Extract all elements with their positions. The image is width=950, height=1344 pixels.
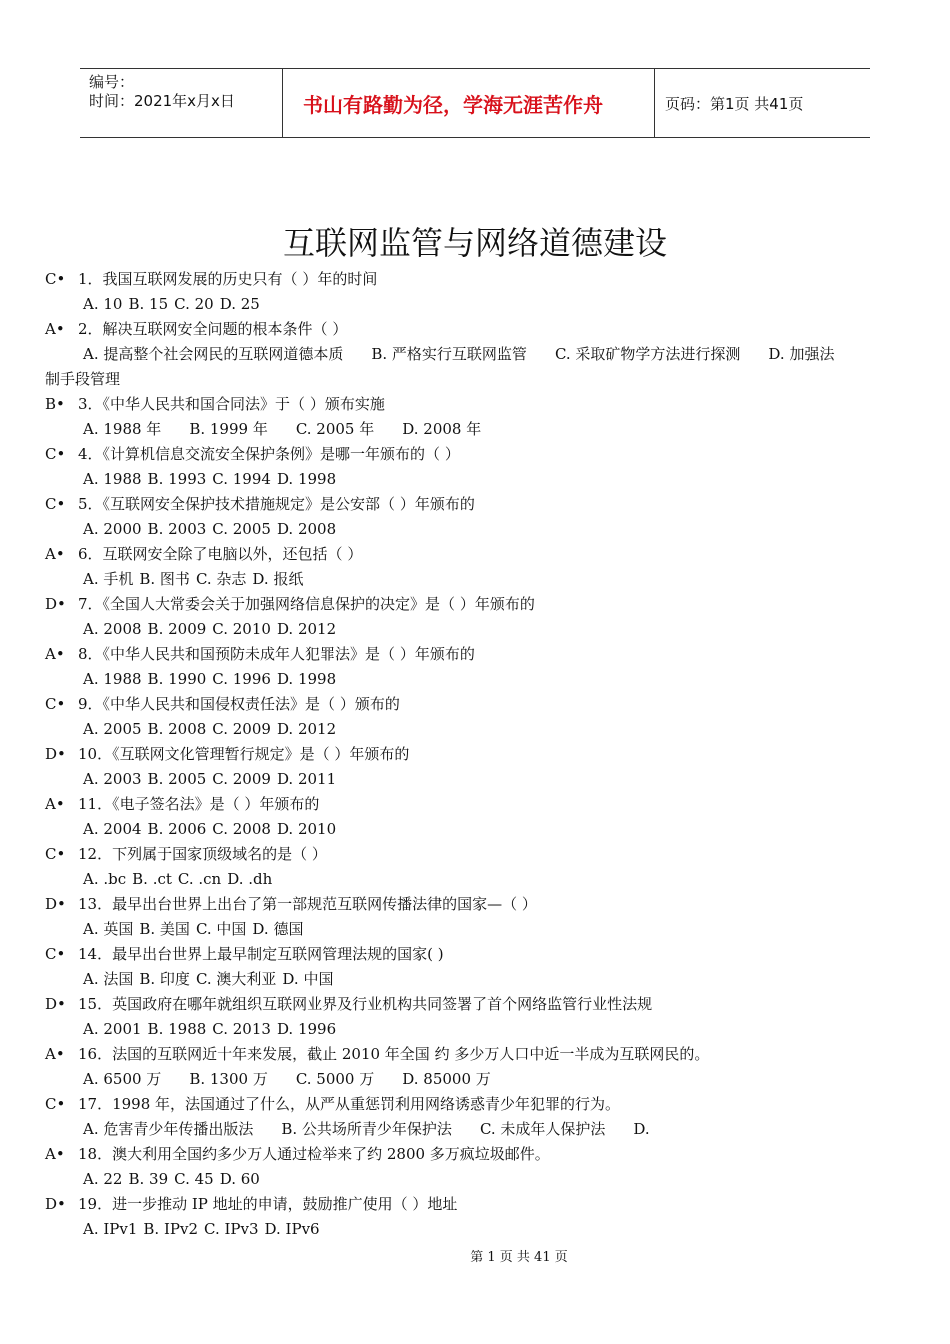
page-header (80, 68, 870, 138)
option-c: C. 未成年人保护法 (479, 1120, 606, 1138)
options-row (45, 1067, 910, 1092)
options-row (45, 1117, 910, 1142)
question-item (45, 692, 910, 742)
question-line (45, 392, 910, 417)
question-text: 11．《电子签名法》是（ ）年颁布的 (78, 795, 320, 813)
question-line (45, 1142, 910, 1167)
question-line (45, 992, 910, 1017)
answer-marker: C• (45, 845, 66, 863)
option-c: C. 中国 (195, 920, 247, 938)
option-b: B. 印度 (139, 970, 190, 988)
question-text: 15．英国政府在哪年就组织互联网业界及行业机构共同签署了首个网络监管行业性法规 (78, 995, 653, 1013)
option-a: A. 提高整个社会网民的互联网道德本质 (83, 345, 344, 363)
options-row (45, 867, 910, 892)
option-a: A. 法国 (83, 970, 134, 988)
answer-marker: D• (45, 595, 66, 613)
option-d: D. 1998 (276, 470, 337, 488)
option-d: D. 2008 (276, 520, 337, 538)
option-d: D. 德国 (252, 920, 304, 938)
question-text: 3．《中华人民共和国合同法》于（ ）颁布实施 (78, 395, 385, 413)
option-d: D. 中国 (282, 970, 334, 988)
question-item (45, 1092, 910, 1142)
option-a: A. 2004 (83, 820, 142, 838)
question-item (45, 1192, 910, 1242)
option-b: B. 1999 年 (189, 420, 268, 438)
option-continuation: 制手段管理 (45, 370, 121, 388)
option-a: A. 10 (83, 295, 123, 313)
question-line (45, 492, 910, 517)
question-line (45, 792, 910, 817)
option-c: C. 澳大利亚 (195, 970, 277, 988)
question-line (45, 442, 910, 467)
question-text: 19．进一步推动 IP 地址的申请，鼓励推广使用（ ）地址 (78, 1195, 458, 1213)
answer-marker: A• (45, 645, 65, 663)
answer-marker: C• (45, 270, 66, 288)
question-item (45, 542, 910, 592)
question-item (45, 392, 910, 442)
option-d: D. 1996 (276, 1020, 337, 1038)
option-a: A. 2008 (83, 620, 142, 638)
option-b: B. 15 (128, 295, 169, 313)
option-b: B. 图书 (139, 570, 190, 588)
option-c: C. 2010 (212, 620, 271, 638)
question-item (45, 592, 910, 642)
option-c: C. 2013 (212, 1020, 271, 1038)
question-line (45, 942, 910, 967)
answer-marker: D• (45, 745, 66, 763)
answer-marker: A• (45, 1045, 65, 1063)
option-c: C. 2008 (212, 820, 271, 838)
options-row (45, 292, 910, 317)
question-text: 6．互联网安全除了电脑以外，还包括（ ） (78, 545, 363, 563)
option-d: D. 2012 (276, 620, 337, 638)
options-row (45, 517, 910, 542)
question-line (45, 892, 910, 917)
options-row (45, 817, 910, 842)
option-b: B. 2009 (147, 620, 207, 638)
option-b: B. 1990 (147, 670, 207, 688)
option-d: D. 85000 万 (402, 1070, 491, 1088)
option-a: A. 1988 (83, 470, 142, 488)
answer-marker: A• (45, 795, 65, 813)
options-row (45, 417, 910, 442)
option-c: C. 2005 年 (295, 420, 375, 438)
question-item (45, 792, 910, 842)
question-text: 2．解决互联网安全问题的根本条件（ ） (78, 320, 348, 338)
document-title: 互联网监管与网络道德建设 (282, 224, 667, 262)
option-d: D. 2012 (276, 720, 337, 738)
question-line (45, 842, 910, 867)
question-text: 9．《中华人民共和国侵权责任法》是（ ）颁布的 (78, 695, 400, 713)
option-c: C. 20 (174, 295, 214, 313)
option-d: D. 加强法 (768, 345, 835, 363)
header-motto: 书山有路勤为径，学海无涯苦作舟 (282, 69, 655, 137)
question-item (45, 842, 910, 892)
option-b: B. 美国 (139, 920, 190, 938)
question-item (45, 317, 910, 392)
question-text: 17．1998 年，法国通过了什么，从严从重惩罚利用网络诱惑青少年犯罪的行为。 (78, 1095, 621, 1113)
option-a: A. 2001 (83, 1020, 142, 1038)
page-footer: 第 1 页 共 41 页 (470, 1250, 568, 1265)
option-b: B. 1988 (147, 1020, 207, 1038)
option-d: D. 25 (219, 295, 260, 313)
option-a: A. 1988 年 (83, 420, 162, 438)
options-row (45, 717, 910, 742)
options-row (45, 967, 910, 992)
header-meta (80, 69, 282, 137)
options-row (45, 467, 910, 492)
answer-marker: D• (45, 1195, 66, 1213)
option-c: C. 2009 (212, 720, 271, 738)
question-item (45, 267, 910, 317)
option-b: B. 39 (128, 1170, 169, 1188)
question-text: 10．《互联网文化管理暂行规定》是（ ）年颁布的 (78, 745, 410, 763)
question-line (45, 1192, 910, 1217)
answer-marker: C• (45, 445, 66, 463)
option-d: D. 2011 (276, 770, 337, 788)
option-b: B. 2005 (147, 770, 207, 788)
question-line (45, 317, 910, 342)
option-c: C. 45 (174, 1170, 214, 1188)
option-b: B. 2008 (147, 720, 207, 738)
option-b: B. .ct (132, 870, 172, 888)
question-item (45, 742, 910, 792)
answer-marker: C• (45, 945, 66, 963)
question-item (45, 1142, 910, 1192)
question-item (45, 642, 910, 692)
answer-marker: C• (45, 1095, 66, 1113)
option-b: B. 1993 (147, 470, 207, 488)
question-item (45, 1042, 910, 1092)
option-c: C. 采取矿物学方法进行探测 (554, 345, 741, 363)
option-b: B. 2003 (147, 520, 207, 538)
question-item (45, 892, 910, 942)
question-list (45, 267, 910, 1242)
question-text: 1．我国互联网发展的历史只有（ ）年的时间 (78, 270, 378, 288)
option-d: D. IPv6 (264, 1220, 320, 1238)
answer-marker: A• (45, 545, 65, 563)
option-b: B. 公共场所青少年保护法 (281, 1120, 452, 1138)
question-item (45, 442, 910, 492)
question-item (45, 992, 910, 1042)
option-a: A. 1988 (83, 670, 142, 688)
options-row (45, 617, 910, 642)
question-text: 13．最早出台世界上出台了第一部规范互联网传播法律的国家—（ ） (78, 895, 537, 913)
option-c: C. 1994 (212, 470, 271, 488)
option-d: D. 1998 (276, 670, 337, 688)
answer-marker: A• (45, 1145, 65, 1163)
options-row (45, 917, 910, 942)
question-text: 12．下列属于国家顶级域名的是（ ） (78, 845, 327, 863)
options-row (45, 342, 910, 392)
option-b: B. IPv2 (143, 1220, 199, 1238)
options-row (45, 1017, 910, 1042)
answer-marker: B• (45, 395, 65, 413)
answer-marker: C• (45, 695, 66, 713)
option-a: A. 2003 (83, 770, 142, 788)
question-line (45, 1092, 910, 1117)
option-a: A. 手机 (83, 570, 134, 588)
answer-marker: D• (45, 995, 66, 1013)
number-label: 编号： (89, 73, 135, 91)
option-c: C. IPv3 (204, 1220, 259, 1238)
option-d: D. 2010 (276, 820, 337, 838)
options-row (45, 1167, 910, 1192)
option-c: C. 2005 (212, 520, 271, 538)
option-c: C. 2009 (212, 770, 271, 788)
question-line (45, 592, 910, 617)
option-a: A. IPv1 (83, 1220, 138, 1238)
option-c: C. .cn (177, 870, 222, 888)
question-text: 4．《计算机信息交流安全保护条例》是哪一年颁布的（ ） (78, 445, 460, 463)
option-b: B. 1300 万 (189, 1070, 268, 1088)
option-d: D. 60 (219, 1170, 260, 1188)
option-c: C. 1996 (212, 670, 271, 688)
question-line (45, 692, 910, 717)
option-a: A. 22 (83, 1170, 123, 1188)
option-a: A. 英国 (83, 920, 134, 938)
question-text: 8．《中华人民共和国预防未成年人犯罪法》是（ ）年颁布的 (78, 645, 475, 663)
option-a: A. 2005 (83, 720, 142, 738)
options-row (45, 667, 910, 692)
option-c: C. 5000 万 (295, 1070, 375, 1088)
question-text: 7．《全国人大常委会关于加强网络信息保护的决定》是（ ）年颁布的 (78, 595, 535, 613)
answer-marker: A• (45, 320, 65, 338)
option-a: A. 2000 (83, 520, 142, 538)
option-d: D. 报纸 (252, 570, 304, 588)
option-d: D. (633, 1120, 650, 1138)
option-d: D. 2008 年 (402, 420, 482, 438)
option-a: A. 危害青少年传播出版法 (83, 1120, 254, 1138)
time-label: 时间：2021年x月x日 (89, 92, 235, 110)
options-row (45, 1217, 910, 1242)
option-c: C. 杂志 (195, 570, 247, 588)
answer-marker: D• (45, 895, 66, 913)
option-d: D. .dh (227, 870, 273, 888)
question-line (45, 542, 910, 567)
question-line (45, 267, 910, 292)
option-b: B. 严格实行互联网监管 (371, 345, 527, 363)
question-text: 16．法国的互联网近十年来发展，截止 2010 年全国 约 多少万人口中近一半成为互联网民的。 (78, 1045, 710, 1063)
question-line (45, 742, 910, 767)
question-text: 14．最早出台世界上最早制定互联网管理法规的国家( ) (78, 945, 444, 963)
header-page-label: 页码：第1页 共41页 (665, 94, 804, 113)
option-a: A. 6500 万 (83, 1070, 162, 1088)
options-row (45, 767, 910, 792)
question-item (45, 492, 910, 542)
question-item (45, 942, 910, 992)
question-text: 18．澳大利用全国约多少万人通过检举来了约 2800 多万疯垃圾邮件。 (78, 1145, 550, 1163)
question-text: 5．《互联网安全保护技术措施规定》是公安部（ ）年颁布的 (78, 495, 475, 513)
question-line (45, 642, 910, 667)
options-row (45, 567, 910, 592)
question-line (45, 1042, 910, 1067)
option-b: B. 2006 (147, 820, 207, 838)
answer-marker: C• (45, 495, 66, 513)
option-a: A. .bc (83, 870, 127, 888)
